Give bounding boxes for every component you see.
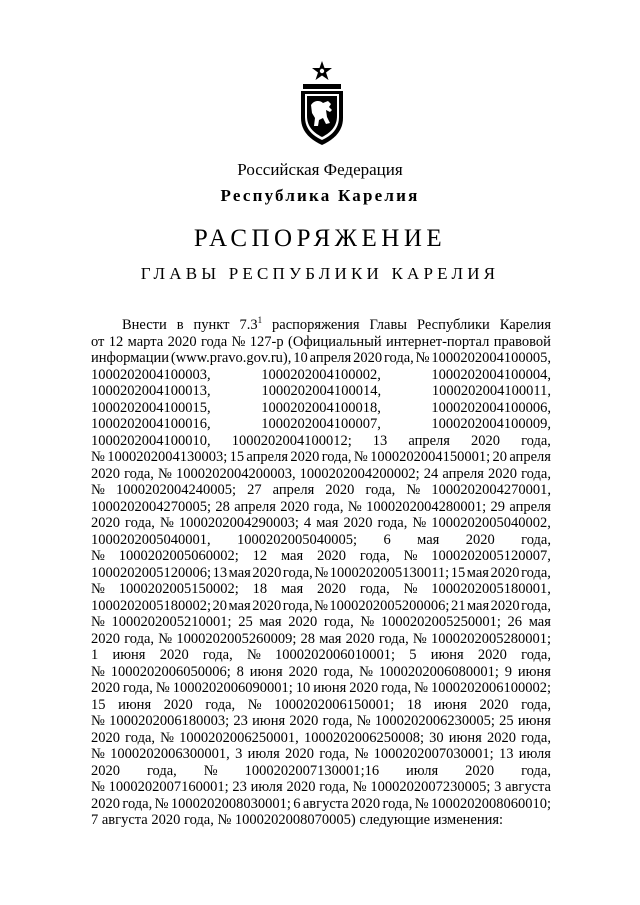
body-line — [91, 647, 551, 664]
body-word: года, — [521, 762, 551, 779]
body-word: июля — [247, 746, 280, 762]
body-word: № — [360, 614, 375, 630]
body-word: года, — [521, 432, 551, 449]
body-word: 2020 — [479, 696, 509, 713]
body-line — [91, 383, 551, 400]
body-word: 1000202006080001; — [378, 663, 499, 680]
body-word: 2020 — [159, 647, 189, 663]
body-word: июня — [118, 696, 152, 713]
body-line — [91, 515, 551, 532]
body-word: 8 — [236, 663, 244, 680]
body-word: года, — [125, 515, 155, 531]
body-word: июня — [448, 729, 482, 746]
body-word: года, — [313, 498, 344, 515]
body-word: 2020 — [471, 432, 501, 449]
body-word: № — [160, 729, 175, 746]
body-word: 15 — [91, 696, 106, 713]
body-word: № — [159, 515, 174, 531]
body-word: мая — [259, 614, 282, 630]
body-word: года, — [521, 729, 551, 746]
body-word: 2020 — [488, 465, 518, 482]
body-word: 25 — [499, 713, 514, 729]
body-line — [91, 466, 551, 483]
body-word: 2020 — [91, 729, 120, 746]
body-word: года, — [282, 564, 313, 581]
body-word: 1000202006090001; — [172, 680, 293, 696]
body-word: года, — [365, 482, 396, 498]
body-word: июня — [517, 713, 551, 729]
body-word: 2020 — [351, 795, 381, 812]
body-line — [91, 796, 551, 813]
body-word: 5 — [409, 647, 417, 663]
body-word: 1000202007030001; — [373, 746, 494, 762]
body-word: 13 — [372, 432, 388, 449]
body-word: 1000202006300001, — [110, 746, 230, 762]
body-word: № — [154, 795, 169, 812]
body-word: мая — [417, 531, 440, 548]
body-line — [91, 581, 551, 598]
body-word: 1000202004150001; — [370, 449, 491, 465]
body-word: года, — [382, 795, 413, 812]
body-word: мая — [316, 515, 339, 531]
body-word: 15 — [229, 449, 245, 465]
body-word: апреля — [234, 498, 276, 515]
body-word: № — [231, 333, 246, 350]
body-word: года, — [359, 548, 390, 564]
body-word: 2020 — [286, 779, 316, 795]
body-word: апреля — [509, 449, 551, 465]
body-word: 2020 — [317, 581, 346, 597]
body-word: (Официальный — [287, 333, 382, 350]
body-word: года, — [381, 680, 412, 696]
body-word: 2020 — [289, 713, 319, 729]
body-line — [91, 334, 551, 351]
body-word: 1000202004100016, — [91, 416, 211, 432]
body-word: № — [414, 795, 429, 812]
body-word: № — [91, 548, 105, 564]
body-word: 1000202004100011, — [431, 383, 551, 399]
body-line-1 — [91, 317, 551, 334]
body-word: 1000202005040002, — [431, 515, 551, 531]
body-word: апреля — [509, 498, 551, 515]
body-word: 12 — [252, 548, 268, 564]
body-word: 2020 — [325, 482, 355, 498]
body-word: 25 — [238, 614, 253, 630]
body-word: № — [406, 482, 421, 498]
body-word: 27 — [247, 482, 262, 498]
body-word: года, — [124, 465, 154, 482]
body-word: 1000202004100013, — [91, 383, 211, 399]
body-word: 1000202006010001; — [275, 647, 396, 663]
body-word: № — [155, 680, 170, 696]
body-word: № — [247, 696, 262, 713]
body-word: года, — [146, 762, 177, 779]
body-line — [91, 499, 551, 516]
body-word: мая — [228, 597, 251, 614]
body-word: августа — [302, 795, 349, 812]
body-word: 2020 — [290, 449, 320, 465]
body-word: 127-р — [249, 333, 284, 350]
body-word: 1000202004100010, — [91, 432, 211, 449]
body-word: 1000202005250001; — [380, 614, 501, 630]
body-word: 1000202004100005, — [431, 350, 551, 366]
coat-of-arms-emblem — [297, 60, 347, 146]
body-line — [91, 746, 551, 763]
body-word: 1 — [91, 647, 99, 663]
body-word: № — [353, 449, 368, 465]
body-word: 2020 — [252, 597, 282, 614]
body-word: 6 — [293, 795, 301, 812]
body-word: 1000202005120007, — [431, 548, 551, 564]
body-word: Внести — [122, 317, 167, 333]
body-word: 1000202005060002; — [118, 548, 239, 564]
body-word: года, — [521, 597, 551, 614]
body-line — [91, 400, 551, 417]
body-word: 3 — [235, 746, 243, 762]
body-line — [91, 482, 551, 499]
body-word: 1000202005260009; — [176, 630, 297, 647]
body-word: 1000202004200002; — [299, 465, 420, 482]
body-word: в — [176, 317, 184, 333]
body-word: 2020 — [490, 597, 520, 614]
body-word: года, — [521, 696, 551, 713]
body-word: мая — [280, 581, 304, 597]
body-word: Карелия — [499, 317, 551, 333]
body-word: 2020 — [349, 680, 379, 696]
body-word: от — [91, 333, 105, 350]
body-line — [91, 548, 551, 565]
body-word: 23 — [232, 779, 247, 795]
body-word: 4 — [303, 515, 312, 531]
body-word: 10 — [293, 350, 308, 366]
footnote-superscript: 1 — [257, 315, 263, 326]
body-word: № — [91, 663, 105, 680]
body-word: года, — [521, 564, 551, 581]
body-word: № — [91, 746, 105, 762]
body-word: распоряжения — [272, 317, 360, 333]
body-word: № — [403, 548, 418, 564]
body-word: № — [91, 713, 105, 729]
body-line — [91, 779, 551, 796]
body-line — [91, 730, 551, 747]
body-word: 1000202004100007, — [261, 416, 381, 432]
body-word: июня — [252, 713, 286, 729]
body-word: года, — [383, 350, 414, 366]
body-word: № — [359, 663, 374, 680]
body-line — [91, 812, 551, 829]
body-word: 21 — [450, 597, 466, 614]
body-word: 1000202004100015, — [91, 399, 211, 416]
body-word: № — [412, 630, 427, 647]
body-word: № — [91, 581, 105, 597]
body-word: 12 — [108, 333, 124, 350]
body-word: 1000202004100004, — [431, 366, 551, 383]
body-word: 29 — [490, 498, 505, 515]
body-word: июня — [313, 680, 347, 696]
body-word: 1000202005120006; — [91, 564, 212, 581]
body-word: 2020 — [490, 564, 520, 581]
body-word: (www.pravo.gov.ru), — [170, 350, 292, 366]
body-word: 1000202005180002; — [91, 597, 212, 614]
body-word: 1000202008030001; — [170, 795, 291, 812]
body-word: информации — [91, 350, 169, 366]
republic-name: Республика Карелия — [220, 186, 420, 205]
body-word: апреля — [408, 432, 450, 449]
document-type: РАСПОРЯЖЕНИЕ — [193, 225, 447, 252]
body-word: 1000202004100018, — [261, 399, 381, 416]
body-word: 13 — [498, 746, 514, 762]
body-word: 20 — [492, 449, 507, 465]
body-word: года, — [323, 614, 354, 630]
body-word: 1000202005180001, — [431, 581, 551, 597]
body-word: № — [203, 762, 218, 779]
body-word: 1000202004100012; — [231, 432, 352, 449]
body-word: июня — [433, 696, 467, 713]
body-word: апреля — [272, 482, 315, 498]
document-body — [91, 317, 551, 829]
body-word: июля — [406, 762, 439, 779]
body-line — [91, 598, 551, 615]
body-word: 2020 — [343, 515, 373, 531]
body-word: № — [246, 647, 261, 663]
body-word: 6 — [383, 531, 391, 548]
body-word: 2020 — [465, 531, 495, 548]
body-line — [91, 680, 551, 697]
body-word: марта — [127, 333, 164, 350]
body-word: июля — [250, 779, 283, 795]
body-lines — [91, 334, 551, 829]
body-word: № — [403, 581, 418, 597]
body-word: № — [91, 779, 105, 795]
body-word: 1000202005150002; — [118, 581, 239, 597]
body-word: 2020 — [353, 350, 383, 366]
body-word: мая — [466, 564, 489, 581]
body-word: № — [158, 465, 172, 482]
body-word: № — [356, 713, 371, 729]
body-word: 1000202006230005; — [374, 713, 495, 729]
body-word: 1000202004270005; — [91, 498, 212, 515]
body-word: 1000202004100002, — [261, 366, 381, 383]
body-word: года, — [323, 663, 354, 680]
body-word: 1000202007230005; — [370, 779, 491, 795]
body-word: года, — [521, 531, 551, 548]
body-word: 3 — [494, 779, 502, 795]
body-word: 2020 — [285, 746, 315, 762]
body-word: 1000202007130001;16 — [244, 762, 380, 779]
body-line — [91, 631, 551, 648]
body-word: года — [200, 333, 228, 350]
body-word: апреля — [442, 465, 484, 482]
body-line — [91, 449, 551, 466]
body-word: года, — [123, 680, 153, 696]
body-word: года, — [521, 465, 551, 482]
body-word: 2020 — [317, 548, 346, 564]
body-word: 1000202005130011; — [329, 564, 450, 581]
body-word: 2020 — [91, 630, 120, 647]
body-word: 2020 — [280, 498, 310, 515]
body-word: № — [414, 680, 428, 696]
body-word: 2020 — [91, 795, 120, 812]
body-line — [91, 614, 551, 631]
body-word: года, — [122, 795, 153, 812]
document-subtitle: ГЛАВЫ РЕСПУБЛИКИ КАРЕЛИЯ — [140, 264, 500, 283]
body-word: мая — [280, 548, 304, 564]
body-line — [91, 664, 551, 681]
body-word: 1000202007160001; — [108, 779, 229, 795]
body-word: № — [314, 564, 329, 581]
body-word: 1000202006050006; — [110, 663, 231, 680]
body-word: 1000202006180003; — [109, 713, 230, 729]
body-word: 2020 — [91, 465, 120, 482]
body-word: года, — [378, 630, 409, 647]
body-word: 18 — [252, 581, 268, 597]
body-word: 2020 — [477, 647, 507, 663]
body-word: 15 — [450, 564, 466, 581]
body-word: Главы — [369, 317, 408, 333]
body-word: апреля — [246, 449, 289, 465]
body-word: 23 — [233, 713, 248, 729]
body-word: № — [91, 614, 105, 630]
body-word: 1000202005280001; — [430, 630, 551, 647]
body-word: года, — [521, 647, 551, 663]
body-word: 1000202005200006; — [329, 597, 450, 614]
body-word: года, — [124, 630, 155, 647]
body-word: 28 — [300, 630, 316, 647]
body-word: 1000202004130003; — [107, 449, 228, 465]
body-word: № — [352, 779, 367, 795]
body-word: мая — [319, 630, 342, 647]
body-word: 1000202005040005; — [237, 531, 358, 548]
body-word: июля — [518, 746, 551, 762]
body-word: 2020 — [345, 630, 375, 647]
body-word: 1000202004100009, — [431, 416, 551, 432]
body-word: июня — [517, 663, 551, 680]
body-word: № — [91, 482, 105, 498]
body-line — [91, 416, 551, 433]
body-word: правовой — [493, 333, 551, 350]
body-word: 1000202004280001; — [366, 498, 487, 515]
body-word: 1000202006250001, — [179, 729, 299, 746]
body-word: пункт — [193, 317, 230, 333]
body-word: № — [347, 498, 362, 515]
body-word: Республики — [417, 317, 490, 333]
body-word: 13 — [212, 564, 228, 581]
body-word: интернет-портал — [386, 333, 490, 350]
body-line — [91, 763, 551, 780]
body-line-text: 7 августа 2020 года, № 1000202008070005) следующие изменения: — [91, 812, 504, 828]
body-line — [91, 367, 551, 384]
body-word: 1000202005210001; — [111, 614, 232, 630]
body-word: года, — [205, 696, 236, 713]
body-word: 26 — [507, 614, 523, 630]
body-word: июня — [249, 663, 283, 680]
body-line — [91, 532, 551, 549]
body-word: июня — [430, 647, 464, 663]
body-word: 1000202005040001, — [91, 531, 211, 548]
body-word: 2020 — [167, 333, 197, 350]
body-word: 24 — [423, 465, 439, 482]
body-word: № — [415, 350, 430, 366]
body-word: года, — [125, 729, 156, 746]
body-word: 30 — [429, 729, 444, 746]
body-word: 1000202004100003, — [91, 366, 211, 383]
body-word: июня — [112, 647, 146, 663]
body-word: 2020 — [91, 515, 120, 531]
body-word: апреля — [309, 350, 352, 366]
body-word: 20 — [212, 597, 228, 614]
body-word: 2020 — [486, 729, 516, 746]
body-word: года, — [322, 713, 353, 729]
body-word: года, — [359, 581, 390, 597]
body-word: 10 — [295, 680, 311, 696]
body-word: 1000202008060010; — [430, 795, 551, 812]
body-word: 1000202004290003; — [178, 515, 299, 531]
body-word: № — [158, 630, 173, 647]
emblem-star — [312, 61, 332, 80]
body-word: 2020 — [465, 762, 495, 779]
body-word: 1000202006150001; — [274, 696, 395, 713]
body-word: 9 — [504, 663, 513, 680]
body-word: 2020 — [252, 564, 282, 581]
body-word: 1000202004100006, — [431, 399, 551, 416]
body-word: 1000202004270001, — [431, 482, 551, 498]
body-word: № — [314, 597, 328, 614]
body-word: 2020 — [288, 614, 318, 630]
body-word: 2020 — [288, 663, 318, 680]
body-word: 1000202004100014, — [261, 383, 382, 399]
body-word: 1000202004200003, — [175, 465, 296, 482]
body-word: года, — [377, 515, 408, 531]
body-line — [91, 350, 551, 367]
body-line — [91, 713, 551, 730]
body-word: мая — [466, 597, 490, 614]
body-word: августа — [505, 779, 551, 795]
body-word: № — [412, 515, 427, 531]
body-word: № — [91, 449, 105, 465]
body-word: 2020 — [91, 680, 120, 696]
body-word: мая — [228, 564, 251, 581]
body-word: 2020 — [163, 696, 193, 713]
emblem-band — [303, 84, 341, 89]
body-line — [91, 565, 551, 582]
body-word: года, — [321, 449, 352, 465]
body-word: 1000202006100002; — [430, 680, 551, 696]
body-word: мая — [528, 614, 551, 630]
body-word: 1000202006250008; — [303, 729, 424, 746]
body-word: № — [354, 746, 369, 762]
body-word: $7.3^1$ — [239, 315, 263, 333]
country-name: Российская Федерация — [237, 160, 403, 179]
body-line — [91, 697, 551, 714]
body-word: года, — [319, 746, 350, 762]
body-word: 18 — [406, 696, 422, 713]
body-word: года, — [319, 779, 350, 795]
body-word: 2020 — [91, 762, 120, 779]
body-word: 28 — [215, 498, 230, 515]
body-word: 1000202004240005; — [115, 482, 236, 498]
body-word: года, — [202, 647, 233, 663]
body-line — [91, 433, 551, 450]
body-word: года, — [282, 597, 313, 614]
